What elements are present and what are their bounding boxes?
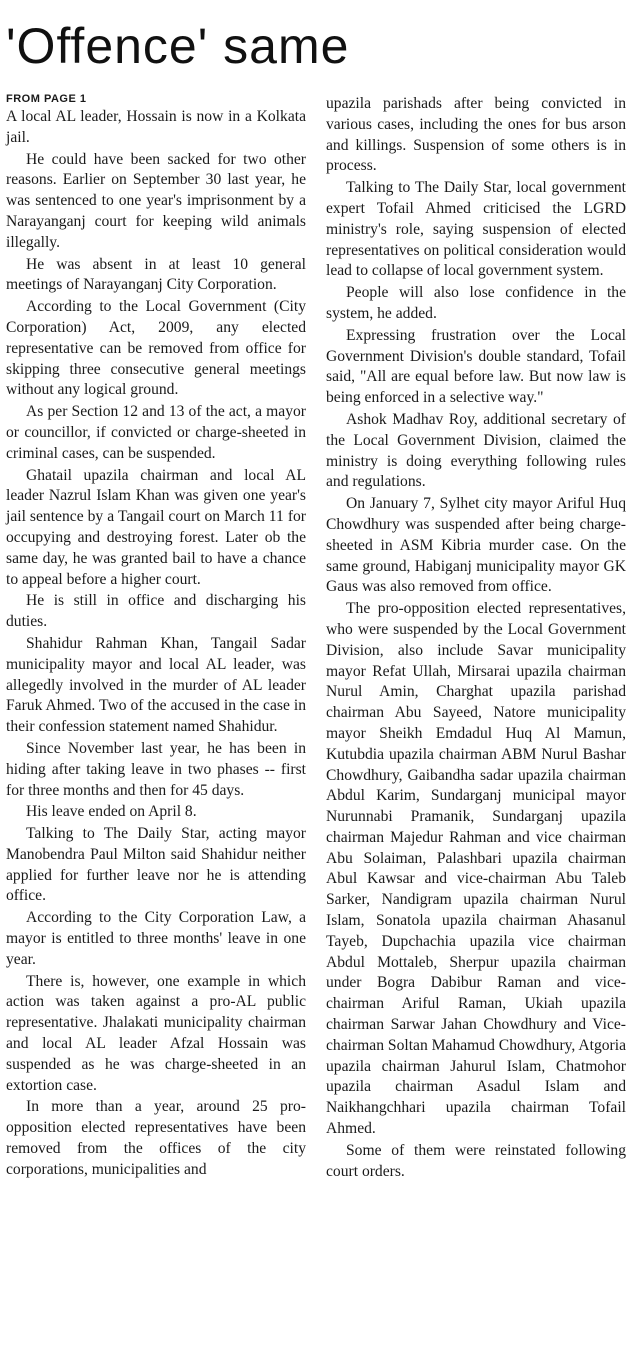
paragraph: Some of them were reinstated following court orders. xyxy=(326,1141,626,1180)
paragraph: In more than a year, around 25 pro-opposition elected representatives have been removed from the offices of the city corporations, municipalities and xyxy=(6,1098,306,1178)
paragraph: Since November last year, he has been in hiding after taking leave in two phases -- first for three months and then for 45 days. xyxy=(6,739,306,799)
paragraph: Ghatail upazila chairman and local AL leader Nazrul Islam Khan was given one year's jail sentence by a Tangail court on March 11 for occupying and destroying forest. Later ob the same day, he was granted bail to have a chance to appeal before a higher court. xyxy=(6,466,306,588)
paragraph: There is, however, one example in which action was taken against a pro-AL public representative. Jhalakati municipality chairman and local AL leader Afzal Hossain was suspended as he was charge-sheeted in an extortion case. xyxy=(6,972,306,1094)
paragraph: On January 7, Sylhet city mayor Ariful Huq Chowdhury was suspended after being charge-sheeted in ASM Kibria murder case. On the same ground, Habiganj municipality mayor GK Gaus was also removed from office. xyxy=(326,495,626,596)
paragraph: A local AL leader, Hossain is now in a Kolkata jail. xyxy=(6,108,306,146)
column-divider xyxy=(312,96,313,1346)
from-page-label: FROM PAGE 1 xyxy=(6,93,87,105)
paragraph: His leave ended on April 8. xyxy=(26,803,197,821)
paragraph: Expressing frustration over the Local Government Division's double standard, Tofail said, "All are equal before law. But now law is being enforced in a selective way." xyxy=(326,326,626,407)
paragraph: As per Section 12 and 13 of the act, a mayor or councillor, if convicted or charge-sheeted in criminal cases, can be suspended. xyxy=(6,403,306,462)
paragraph: The pro-opposition elected representatives, who were suspended by the Local Government Division, also include Savar municipality mayor Refat Ullah, Mirsarai upazila chairman Nurul Amin, Charghat upazila parishad chairman Abu Sayeed, Natore municipality mayor Sheikh Emdadul Huq Al Mamun, Kutubdia upazila chairman ABM Nurul Bashar Chowdhury, Gaibandha sadar upazila chairman Abdul Karim, Sundarganj municipal mayor Nurunnabi Pramanik, Sundarganj upazila chairman Majedur Rahman and vice chairman Abu Solaiman, Palashbari upazila chairman Abul Kawsar and vice-chairman Abu Taleb Sarker, Nandigram upazila chairman Nurul Islam, Sonatola upazila chairman Ahasanul Tayeb, Dupchachia upazila vice chairman Abdul Mottaleb, Sherpur upazila chairman under Bogra Dabibur Raman and vice-chairman Ariful Raman, Ukiah upazila chairman Sarwar Jahan Chowdhury and Vice-chairman Soltan Mahamud Chowdhury, Atgoria upazila chairman Jahurul Islam, Chatmohor upazila chairman Asadul Islam and Naikhangchhari upazila chairman Tofail Ahmed. xyxy=(326,600,626,1138)
paragraph: upazila parishads after being convicted in various cases, including the ones for bus arson and killings. Suspension of some others is in process. xyxy=(326,95,626,175)
headline: 'Offence' same xyxy=(6,18,350,74)
paragraph: Talking to The Daily Star, local government expert Tofail Ahmed criticised the LGRD ministry's role, saying suspension of elected representatives on political consideration would lead to collapse of local government system. xyxy=(326,179,626,280)
paragraph: Talking to The Daily Star, acting mayor Manobendra Paul Milton said Shahidur neither applied for further leave nor he is attending office. xyxy=(6,825,306,905)
paragraph: He was absent in at least 10 general meetings of Narayanganj City Corporation. xyxy=(6,255,306,294)
paragraph: Ashok Madhav Roy, additional secretary of the Local Government Division, claimed the ministry is doing everything following rules and regulations. xyxy=(326,410,626,491)
paragraph: Shahidur Rahman Khan, Tangail Sadar municipality mayor and local AL leader, was allegedly involved in the murder of AL leader Faruk Ahmed. Two of the accused in the case in their confession statement named Shahidur. xyxy=(6,634,306,736)
paragraph: He could have been sacked for two other reasons. Earlier on September 30 last year, he was sentenced to one year's imprisonment by a Narayanganj court for keeping wild animals illegally. xyxy=(6,150,306,251)
right-column xyxy=(326,94,626,1183)
paragraph: According to the City Corporation Law, a mayor is entitled to three months' leave in one year. xyxy=(6,909,306,968)
paragraph: He is still in office and discharging his duties. xyxy=(6,592,306,631)
paragraph: People will also lose confidence in the system, he added. xyxy=(326,284,626,322)
paragraph: According to the Local Government (City Corporation) Act, 2009, any elected representative can be removed from office for skipping three consecutive general meetings without any logical ground. xyxy=(6,298,306,399)
left-column xyxy=(6,92,306,1182)
